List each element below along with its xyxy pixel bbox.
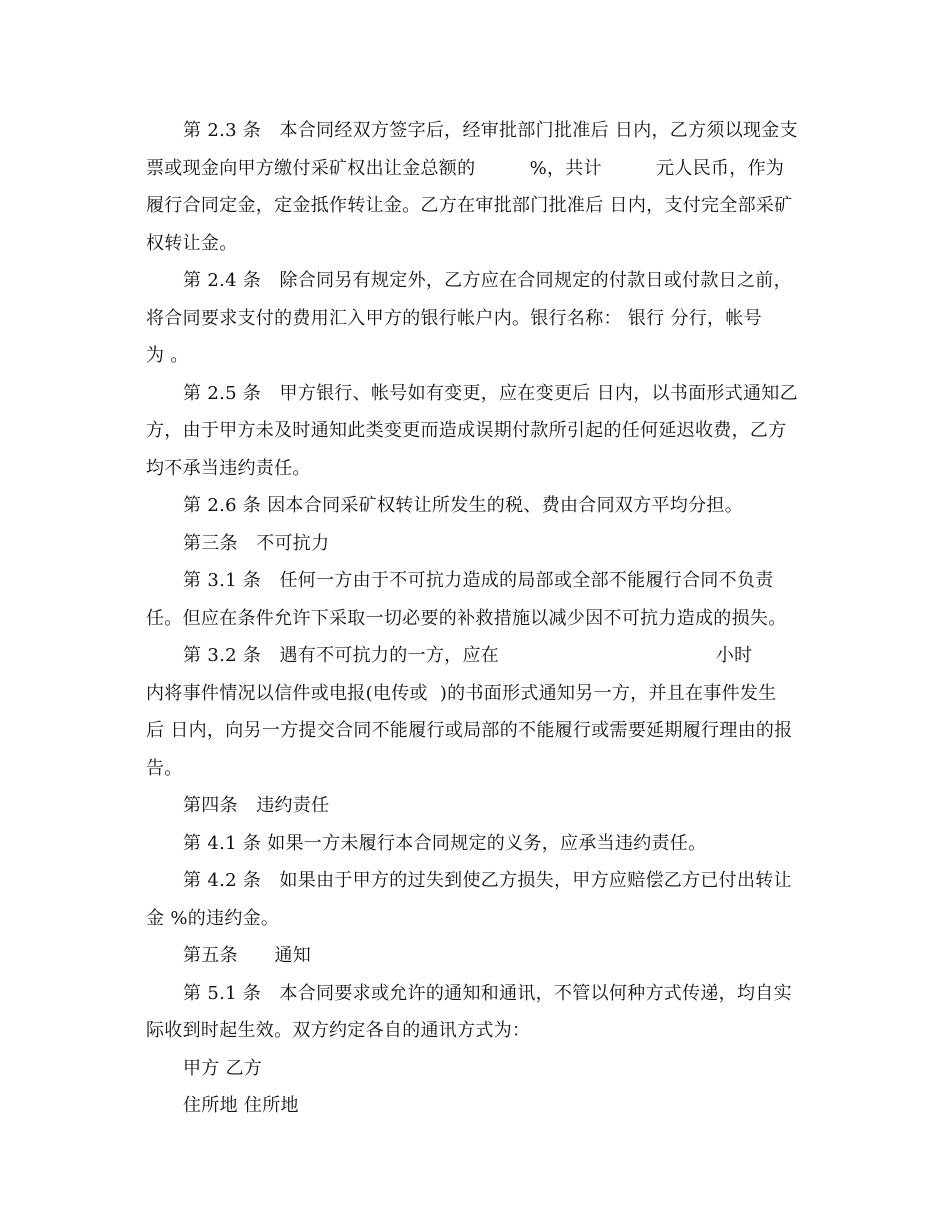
text-line: 将合同要求支付的费用汇入甲方的银行帐户内。银行名称： 银行 分行，帐号 [146,307,762,329]
text-line: 金 %的违约金。 [146,907,280,929]
text-line: 内将事件情况以信件或电报(电传或 )的书面形式通知另一方，并且在事件发生 [146,682,777,704]
text-line: 第 5.1 条 本合同要求或允许的通知和通讯，不管以何种方式传递，均自实 [183,982,792,1004]
text-line: 第 3.2 条 遇有不可抗力的一方，应在 小时 [183,645,753,666]
text-line: 任。但应在条件允许下采取一切必要的补救措施以减少因不可抗力造成的损失。 [146,607,787,629]
text-line: 住所地 住所地 [183,1095,299,1116]
text-line: 后 日内，向另一方提交合同不能履行或局部的不能履行或需要延期履行理由的报 [146,720,793,741]
text-line: 履行合同定金，定金抵作转让金。乙方在审批部门批准后 日内，支付完全部采矿 [146,195,793,216]
text-line: 第 4.2 条 如果由于甲方的过失到使乙方损失，甲方应赔偿乙方已付出转让 [183,870,792,891]
text-line: 第 2.3 条 本合同经双方签字后，经审批部门批准后 日内，乙方须以现金支 [183,120,798,141]
section-heading: 第五条 通知 [183,945,312,966]
section-heading: 第四条 违约责任 [183,795,330,816]
text-line: 权转让金。 [146,232,238,254]
text-line: 票或现金向甲方缴付采矿权出让金总额的 %，共计 元人民币，作为 [146,157,785,179]
text-line: 第 2.6 条 因本合同采矿权转让所发生的税、费由合同双方平均分担。 [183,495,743,516]
section-heading: 第三条 不可抗力 [183,532,330,554]
text-line: 第 2.5 条 甲方银行、帐号如有变更，应在变更后 日内，以书面形式通知乙 [183,382,798,404]
text-line: 第 2.4 条 除合同另有规定外，乙方应在合同规定的付款日或付款日之前， [183,270,792,291]
text-line: 告。 [146,757,183,779]
text-line: 际收到时起生效。双方约定各自的通讯方式为： [146,1020,531,1041]
document-page [146,112,808,1125]
text-line: 为 。 [146,345,189,366]
text-line: 均不承当违约责任。 [146,457,311,479]
text-line: 第 3.1 条 任何一方由于不可抗力造成的局部或全部不能履行合同不负责 [183,570,774,591]
text-line: 第 4.1 条 如果一方未履行本合同规定的义务，应承当违约责任。 [183,832,707,854]
text-line: 方，由于甲方未及时通知此类变更而造成误期付款所引起的任何延迟收费，乙方 [146,420,787,441]
text-line: 甲方 乙方 [183,1057,263,1079]
